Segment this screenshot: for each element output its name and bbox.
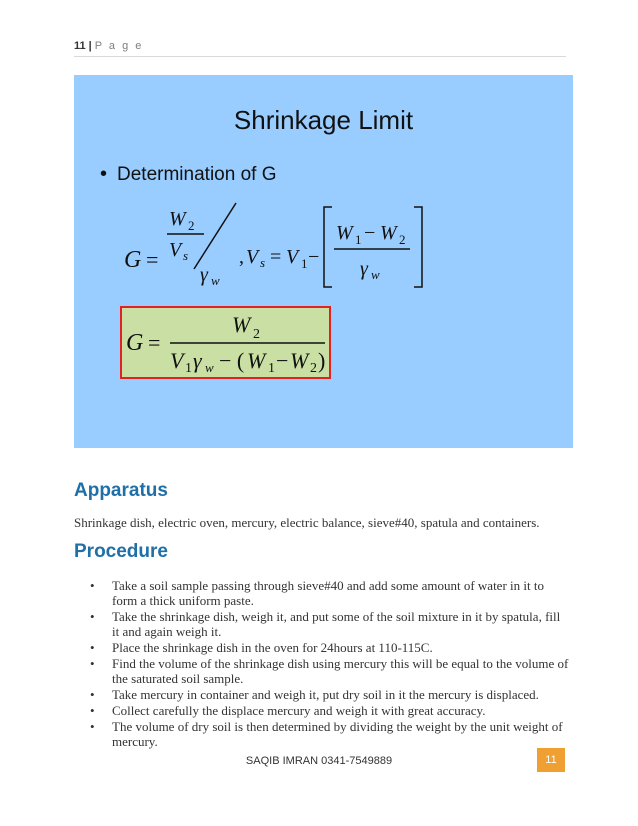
- svg-text:2: 2: [310, 361, 317, 376]
- svg-text:−: −: [276, 348, 289, 373]
- svg-text:): ): [318, 348, 326, 373]
- svg-text:V: V: [286, 246, 299, 268]
- svg-text:V: V: [169, 239, 182, 261]
- procedure-list: [74, 578, 569, 750]
- svg-text:G: G: [124, 247, 142, 273]
- svg-text:W: W: [290, 348, 309, 373]
- slide-bullet: [100, 163, 276, 186]
- svg-text:2: 2: [188, 218, 195, 233]
- svg-text:−: −: [308, 246, 320, 268]
- svg-text:2: 2: [399, 232, 406, 247]
- bullet-dot-icon: •: [100, 163, 108, 185]
- page-header: [74, 40, 566, 57]
- procedure-heading: Procedure: [74, 541, 168, 562]
- svg-text:W: W: [169, 208, 186, 230]
- svg-text:V: V: [170, 348, 184, 373]
- footer-page-badge: 11: [537, 748, 565, 772]
- svg-text:2: 2: [253, 327, 260, 342]
- procedure-step: • Take mercury in container and weigh it, put dry soil in it the mercury is displaced.: [74, 687, 569, 702]
- procedure-step: • Take the shrinkage dish, weigh it, and put some of the soil mixture in it by spatula, fill it and again weigh it.: [74, 609, 569, 639]
- svg-text:1: 1: [185, 361, 192, 376]
- svg-text:=: =: [148, 330, 161, 355]
- procedure-step: • Place the shrinkage dish in the oven for 24hours at 110-115C.: [74, 640, 569, 655]
- svg-text:w: w: [371, 267, 380, 282]
- svg-text:w: w: [211, 273, 220, 288]
- svg-text:−: −: [364, 222, 376, 244]
- svg-text:W: W: [247, 348, 266, 373]
- svg-text:W: W: [380, 222, 397, 244]
- header-separator: |: [88, 40, 92, 52]
- svg-text:γ: γ: [200, 264, 208, 286]
- procedure-step: • The volume of dry soil is then determined by dividing the weight by the unit weight of mercury.: [74, 719, 569, 749]
- svg-text:G: G: [126, 330, 144, 356]
- apparatus-heading: Apparatus: [74, 480, 168, 501]
- svg-text:V: V: [246, 246, 259, 268]
- svg-text:γ: γ: [193, 348, 202, 373]
- svg-text:,: ,: [239, 246, 244, 268]
- specific-gravity-equation: [124, 201, 524, 321]
- slide-title: Shrinkage Limit: [233, 105, 414, 135]
- svg-text:1: 1: [268, 361, 275, 376]
- apparatus-text: Shrinkage dish, electric oven, mercury, electric balance, sieve#40, spatula and containers.: [74, 515, 540, 530]
- svg-text:W: W: [232, 312, 251, 337]
- footer-author: SAQIB IMRAN 0341-7549889: [245, 755, 393, 767]
- svg-text:γ: γ: [360, 258, 368, 280]
- procedure-step: • Take a soil sample passing through sieve#40 and add some amount of water in it to form a thick uniform paste.: [74, 578, 569, 608]
- svg-text:=: =: [270, 246, 282, 268]
- svg-text:− (: − (: [219, 348, 245, 373]
- procedure-step: • Find the volume of the shrinkage dish using mercury this will be equal to the volume of the saturated soil sample.: [74, 656, 569, 686]
- shrinkage-limit-slide: [74, 75, 573, 448]
- svg-text:w: w: [205, 360, 214, 375]
- svg-text:1: 1: [355, 232, 362, 247]
- svg-text:=: =: [146, 247, 159, 272]
- svg-text:s: s: [183, 248, 189, 263]
- svg-text:s: s: [260, 255, 266, 270]
- svg-text:1: 1: [301, 256, 308, 271]
- header-page-word: P a g e: [94, 40, 144, 52]
- procedure-step: • Collect carefully the displace mercury and weigh it with great accuracy.: [74, 703, 569, 718]
- slide-bullet-text: Determination of G: [117, 164, 277, 185]
- header-page-number: 11: [74, 40, 86, 52]
- specific-gravity-formula-box: [120, 306, 331, 379]
- specific-gravity-formula: [122, 308, 329, 377]
- svg-text:W: W: [336, 222, 353, 244]
